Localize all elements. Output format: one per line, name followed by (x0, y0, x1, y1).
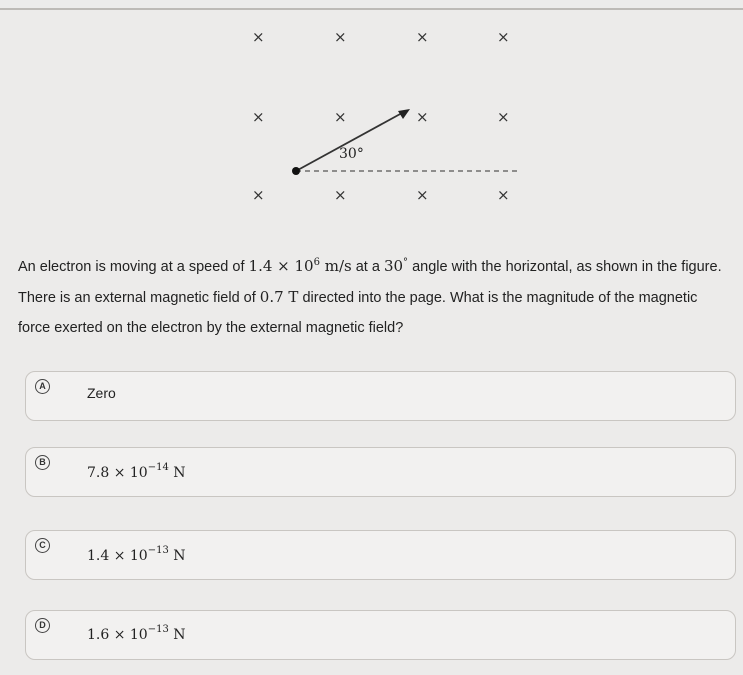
field-into-page-symbol: × (334, 28, 347, 46)
velocity-vector-line (296, 113, 402, 171)
field-into-page-symbol: × (334, 186, 347, 204)
magnetic-field-figure (0, 0, 743, 230)
speed-value: $1.4 \times 10^6$ m/s (248, 257, 352, 275)
field-into-page-symbol: × (252, 108, 265, 126)
answer-option-b[interactable] (25, 447, 736, 497)
field-into-page-symbol: × (252, 28, 265, 46)
field-into-page-symbol: × (416, 108, 429, 126)
field-into-page-symbol: × (497, 186, 510, 204)
option-letter-badge: D (35, 618, 50, 633)
angle-label: 30° (339, 146, 364, 162)
field-into-page-symbol: × (334, 108, 347, 126)
answer-option-a[interactable] (25, 371, 736, 421)
field-strength-value: 0.7 T (259, 288, 299, 306)
option-letter-badge: A (35, 379, 50, 394)
angle-value: 30° (383, 257, 409, 275)
option-letter-badge: B (35, 455, 50, 470)
field-into-page-symbol: × (252, 186, 265, 204)
question-text: An electron is moving at a speed of $1.4 \times 10^6$ m/s at a 30° angle with the horizontal, as shown in the figure. There is an external magnetic field of 0.7 T directed into the page. What is the magnitude of the magnetic force exerted on the electron by the external magnetic field? (18, 257, 722, 336)
answer-option-c[interactable] (25, 530, 736, 580)
electron-dot (292, 167, 300, 175)
electron-velocity-diagram (0, 0, 743, 230)
field-into-page-symbol: × (416, 186, 429, 204)
option-label: $1.6 \times 10^{-13}$ N (87, 624, 186, 643)
field-into-page-symbol: × (497, 28, 510, 46)
option-label: $1.4 \times 10^{-13}$ N (87, 545, 186, 564)
field-into-page-symbol: × (497, 108, 510, 126)
option-letter-badge: C (35, 538, 50, 553)
option-label: $7.8 \times 10^{-14}$ N (87, 462, 186, 481)
answer-option-d[interactable] (25, 610, 736, 660)
field-into-page-symbol: × (416, 28, 429, 46)
option-label: Zero (87, 385, 116, 401)
